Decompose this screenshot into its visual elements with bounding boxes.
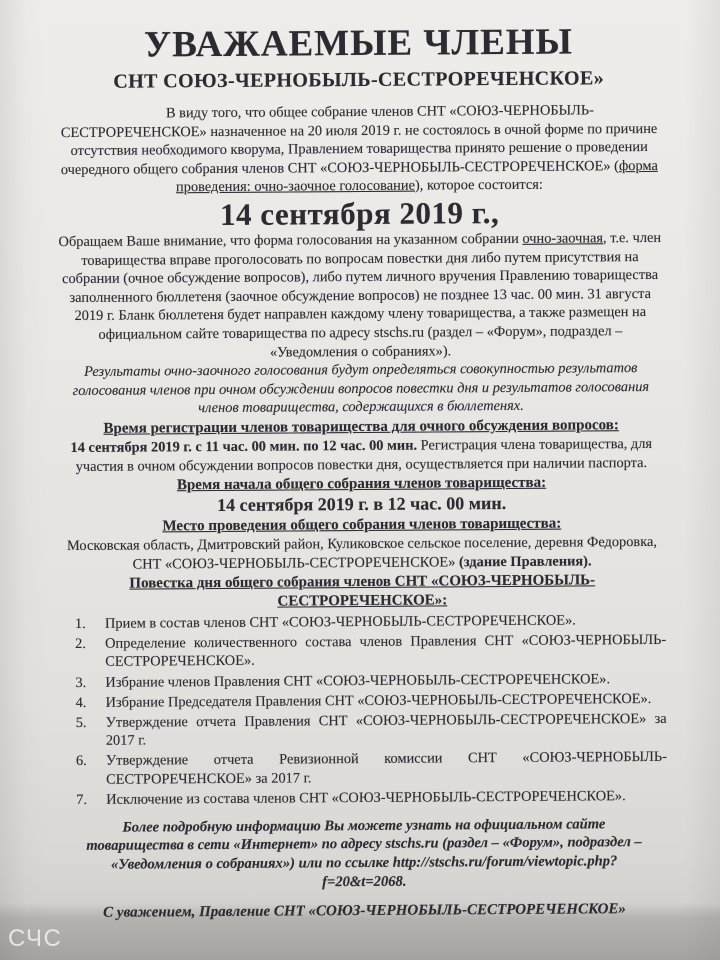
attention-paragraph-segment: Обращаем Ваше внимание, что форма голосования на указанном собрании <box>58 230 523 251</box>
location-paragraph <box>58 533 665 574</box>
camera-watermark: СЧС <box>8 925 63 952</box>
agenda-item-text: Исключение из состава членов СНТ «СОЮЗ-ЧЕРНОБЫЛЬ-СЕСТРОРЕЧЕНСКОЕ». <box>106 788 626 808</box>
start-time <box>58 492 665 517</box>
agenda-item-6 <box>72 748 667 789</box>
agenda-item-2 <box>71 631 666 672</box>
agenda-item-text: Избрание членов Правления СНТ «СОЮЗ-ЧЕРНОБЫЛЬ-СЕСТРОРЕЧЕНСКОЕ». <box>105 670 611 691</box>
results-note-segment: Результаты очно-заочного голосования будут определяться совокупностью результатов голосования членов при очном обсуждении вопросов повестки дня и результатов голосования членов товарищества, содержащихся в бюллетенях. <box>72 360 650 417</box>
agenda-item-4 <box>71 690 666 713</box>
agenda-item-number: 6. <box>75 753 87 770</box>
agenda-item-3 <box>71 669 666 692</box>
agenda-item-5 <box>72 710 667 751</box>
agenda-item-number: 1. <box>74 615 86 632</box>
agenda-item-number: 3. <box>75 674 87 691</box>
agenda-item-text: Утверждение отчета Правления СНТ «СОЮЗ-ЧЕРНОБЫЛЬ-СЕСТРОРЕЧЕНСКОЕ» за 2017 г. <box>105 710 667 750</box>
agenda-heading <box>59 571 666 613</box>
agenda-heading-segment: Повестка дня общего собрания членов СНТ «СОЮЗ-ЧЕРНОБЫЛЬ-СЕСТРОРЕЧЕНСКОЕ»: <box>129 572 596 610</box>
attention-paragraph <box>56 229 664 363</box>
location-heading-segment: Место проведения общего собрания членов товарищества: <box>162 515 562 535</box>
document-title: УВАЖАЕМЫЕ ЧЛЕНЫ <box>143 21 574 66</box>
intro-paragraph-segment: ), которое состоится: <box>414 177 543 194</box>
results-note <box>57 359 664 419</box>
more-info-paragraph <box>60 815 668 894</box>
document-body <box>55 101 668 923</box>
signature <box>61 900 668 923</box>
attention-paragraph-segment: , т.е. член товарищества вправе проголосовать по вопросам повестки дня либо путем присутствия на собрании (очное обсуждение вопросов), либо путем личного вручения Правлению товарищества заполненного бюллетеня (заочное обсуждение вопросов) не позднее 13 час. 00 мин. 31 августа 2019 г. Бланк бюллетеня будет направлен каждому члену товарищества, а также размещен на официальном сайте товарищества по адресу stschs.ru (раздел – «Форум», подраздел – «Уведомления о собраниях»). <box>62 229 662 361</box>
attention-paragraph-segment: очно-заочная <box>522 230 604 247</box>
location-paragraph-segment: (здание Правления). <box>458 553 592 570</box>
intro-paragraph-segment: форма проведения: очно-заочное голосование <box>175 157 658 196</box>
registration-paragraph <box>58 435 665 476</box>
meeting-date <box>56 195 663 232</box>
start-time-heading-segment: Время начала общего собрания членов товарищества: <box>176 474 547 494</box>
agenda-item-number: 2. <box>75 635 86 652</box>
intro-paragraph <box>55 101 663 198</box>
document-subtitle: СНТ СОЮЗ-ЧЕРНОБЫЛЬ-СЕСТРОРЕЧЕНСКОЕ» <box>113 67 605 93</box>
agenda-item-number: 7. <box>76 792 88 809</box>
signature-segment: С уважением, Правление СНТ «СОЮЗ-ЧЕРНОБЫЛЬ-СЕСТРОРЕЧЕНСКОЕ» <box>103 901 626 921</box>
registration-time-heading-segment: Время регистрации членов товарищества для очного обсуждения вопросов: <box>103 417 619 437</box>
agenda-list <box>59 611 667 810</box>
agenda-item-text: Определение количественного состава членов Правления СНТ «СОЮЗ-ЧЕРНОБЫЛЬ-СЕСТРОРЕЧЕНСКОЕ». <box>105 631 667 671</box>
agenda-item-7 <box>72 787 667 810</box>
location-paragraph-segment: Московская область, Дмитровский район, Куликовское сельское поселение, деревня Федоровка, СНТ «СОЮЗ-ЧЕРНОБЫЛЬ-СЕСТРОРЕЧЕНСКОЕ» <box>66 534 658 573</box>
meeting-date-segment: 14 сентября 2019 г., <box>219 194 500 232</box>
agenda-item-text: Прием в состав членов СНТ «СОЮЗ-ЧЕРНОБЫЛЬ-СЕСТРОРЕЧЕНСКОЕ». <box>104 612 576 632</box>
registration-paragraph-segment: Регистрация члена товарищества, для участия в очном обсуждении вопросов повестки дня, осуществляется при наличии паспорта. <box>75 435 653 475</box>
start-time-segment: 14 сентября 2019 г. в 12 час. 00 мин. <box>217 493 507 516</box>
more-info-paragraph-segment: Более подробную информацию Вы можете узнать на официальном сайте товарищества в сети «Интернет» по адресу stschs.ru (раздел – «Форум», подраздел – «Уведомления о собраниях») или по ссылке http://stschs.ru/forum/viewtopic.php?f=20&t=2068. <box>86 816 642 890</box>
intro-paragraph-segment: В виду того, что общее собрание членов СНТ «СОЮЗ-ЧЕРНОБЫЛЬ-СЕСТРОРЕЧЕНСКОЕ» назначенное на 20 июля 2019 г. не состоялось в очной форме по причине отсутствия необходимого кворума, Правлением товарищества принято решение о проведении очередного общего собрания членов СНТ «СОЮЗ-ЧЕРНОБЫЛЬ-СЕСТРОРЕЧЕНСКОЕ» ( <box>60 102 658 178</box>
registration-paragraph-segment: 14 сентября 2019 г. с 11 час. 00 мин. по 12 час. 00 мин. <box>70 437 418 456</box>
agenda-item-text: Утверждение отчета Ревизионной комиссии СНТ «СОЮЗ-ЧЕРНОБЫЛЬ-СЕСТРОРЕЧЕНСКОЕ» за 2017 г. <box>105 749 667 788</box>
agenda-item-number: 4. <box>75 694 87 711</box>
agenda-item-text: Избрание Председателя Правления СНТ «СОЮЗ-ЧЕРНОБЫЛЬ-СЕСТРОРЕЧЕНСКОЕ». <box>105 690 652 711</box>
agenda-item-1 <box>71 611 666 634</box>
agenda-item-number: 5. <box>75 714 87 731</box>
